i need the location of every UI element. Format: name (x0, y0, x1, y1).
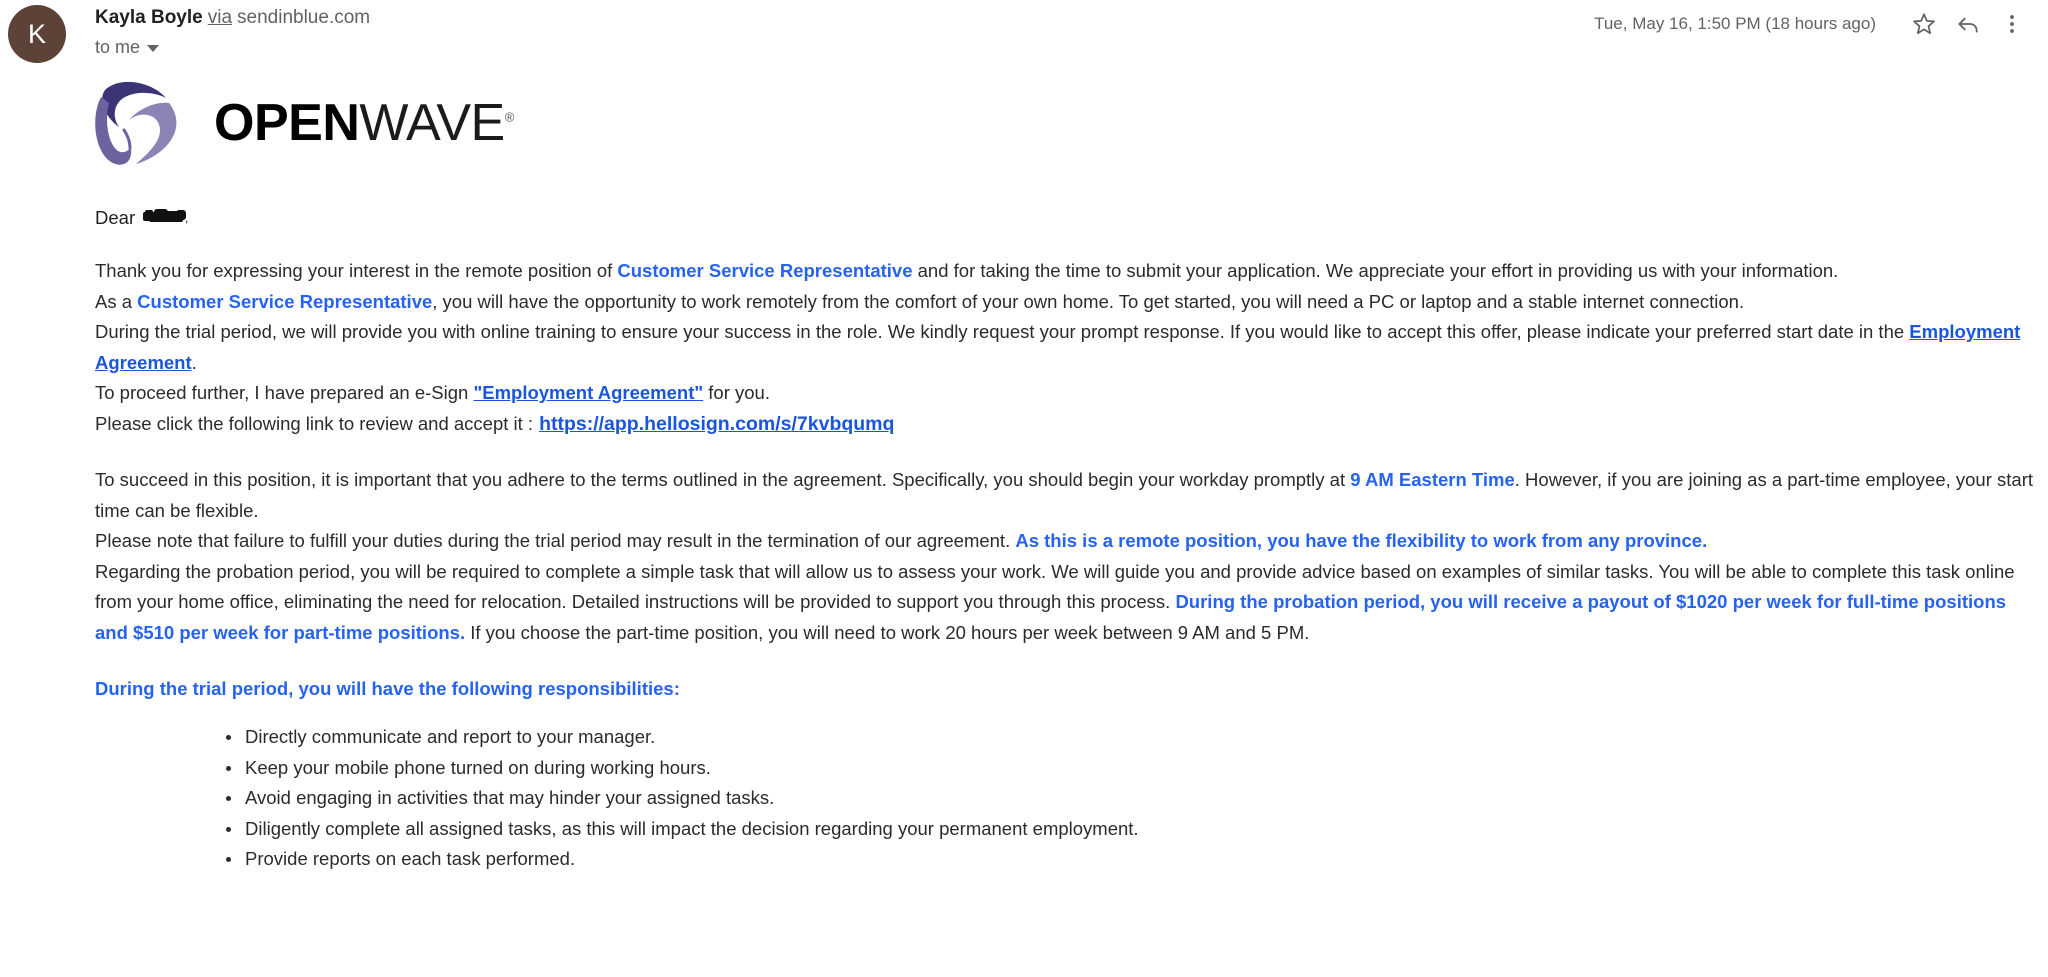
spacer-2 (95, 439, 2034, 465)
paragraph-esign (95, 378, 2034, 409)
p1-l5a: Please click the following link to review and accept it : (95, 412, 534, 434)
role-link-1[interactable]: Customer Service Representative (617, 260, 913, 281)
recipient-label: to me (95, 37, 141, 57)
message-header (0, 0, 2048, 72)
remote-flexibility-highlight: As this is a remote position, you have the flexibility to work from any province. (1015, 530, 1708, 551)
message-timestamp: Tue, May 16, 1:50 PM (18 hours ago) (1594, 14, 1876, 33)
trademark-symbol: ® (504, 109, 514, 125)
sender-line (95, 6, 370, 30)
list-item: Avoid engaging in activities that may hinder your assigned tasks. (223, 783, 2034, 814)
role-link-2[interactable]: Customer Service Representative (137, 290, 433, 312)
paragraph-terms (95, 465, 2034, 526)
wordmark-open: OPEN (214, 94, 360, 152)
p1-l1a: Thank you for expressing your interest in the remote position of (95, 260, 618, 281)
email-body (0, 70, 2048, 875)
via-label: via (207, 7, 233, 28)
p1-l4b: for you. (703, 382, 770, 403)
salutation-prefix: Dear (95, 207, 136, 228)
spacer-3 (95, 648, 2034, 674)
header-actions (1594, 4, 2034, 44)
responsibilities-list (95, 722, 2034, 875)
p2-l3a: Regarding the probation period, you will be required to complete a simple task that will allow us to assess your work. We will guide you and provide advice based on examples of similar tasks. You will be able to complete this task online from your home office, eliminating the need for relocation. Detailed instructions will be provided to support you through this process. (95, 560, 2015, 612)
list-item: Diligently complete all assigned tasks, as this will impact the decision regarding your permanent employment. (223, 814, 2034, 845)
via-domain: sendinblue.com (237, 7, 371, 28)
p1-l3b: . (191, 351, 197, 373)
sender-block (95, 6, 370, 57)
responsibilities-heading: During the trial period, you will have the following responsibilities: (95, 678, 680, 699)
more-vertical-icon[interactable] (1990, 4, 2034, 44)
openwave-swirl-icon (72, 70, 196, 176)
chevron-down-icon[interactable] (147, 45, 159, 52)
paragraph-intro (95, 256, 2034, 287)
p1-l3a: During the trial period, we will provide you with online training to ensure your success in the role. We kindly request your prompt response. If you would like to accept this offer, please indicate your preferred start date in the (95, 321, 1910, 342)
employment-agreement-link-2[interactable]: "Employment Agreement" (473, 382, 704, 403)
wordmark-wave: WAVE (359, 94, 505, 152)
p2-l3b: If you choose the part-time position, you will need to work 20 hours per week between 9 AM and 5 PM. (465, 621, 1310, 643)
paragraph-remote (95, 526, 2034, 557)
p2-l1b: . However, if you are joining as a part-time employee, your start time can be flexible. (95, 469, 2034, 521)
p2-l2a: Please note that failure to fulfill your duties during the trial period may result in the termination of our agreement. (95, 530, 1016, 551)
star-icon[interactable] (1902, 4, 1946, 44)
paragraph-trial (95, 317, 2034, 378)
hellosign-url-link[interactable]: https://app.hellosign.com/s/7kvbqumq (539, 412, 895, 435)
p1-l2a: As a (95, 290, 138, 312)
eastern-time-highlight: 9 AM Eastern Time (1350, 469, 1515, 490)
spacer (95, 230, 2034, 256)
salutation (95, 206, 2034, 230)
p2-l1a: To succeed in this position, it is important that you adhere to the terms outlined in the agreement. Specifically, you should begin your workday promptly at (95, 469, 1351, 490)
brand-wordmark (214, 94, 514, 152)
list-item: Keep your mobile phone turned on during working hours. (223, 753, 2034, 784)
sender-name[interactable]: Kayla Boyle (95, 7, 203, 28)
paragraph-link (95, 409, 2034, 440)
logo-row (95, 70, 2034, 178)
paragraph-role (95, 287, 2034, 318)
list-item: Directly communicate and report to your manager. (223, 722, 2034, 753)
reply-icon[interactable] (1946, 4, 1990, 44)
recipient-line[interactable] (95, 37, 370, 57)
list-item: Provide reports on each task performed. (223, 844, 2034, 875)
redacted-name-block (143, 207, 191, 224)
svg-text:,: , (185, 211, 189, 225)
p1-l2b: , you will have the opportunity to work remotely from the comfort of your own home. To get started, you will need a PC or laptop and a stable internet connection. (432, 290, 1745, 312)
avatar[interactable] (8, 5, 66, 63)
p1-l1b: and for taking the time to submit your application. We appreciate your effort in providing us with your information. (912, 260, 1839, 281)
paragraph-probation (95, 557, 2034, 649)
payout-highlight: During the probation period, you will receive a payout of $1020 per week for full-time positions and $510 per week for part-time positions. (95, 591, 2007, 643)
avatar-initial: K (27, 18, 46, 49)
employment-agreement-link-1[interactable]: Employment Agreement (95, 321, 2021, 373)
p1-l4a: To proceed further, I have prepared an e-Sign (95, 382, 474, 403)
brand-logo (72, 70, 514, 176)
